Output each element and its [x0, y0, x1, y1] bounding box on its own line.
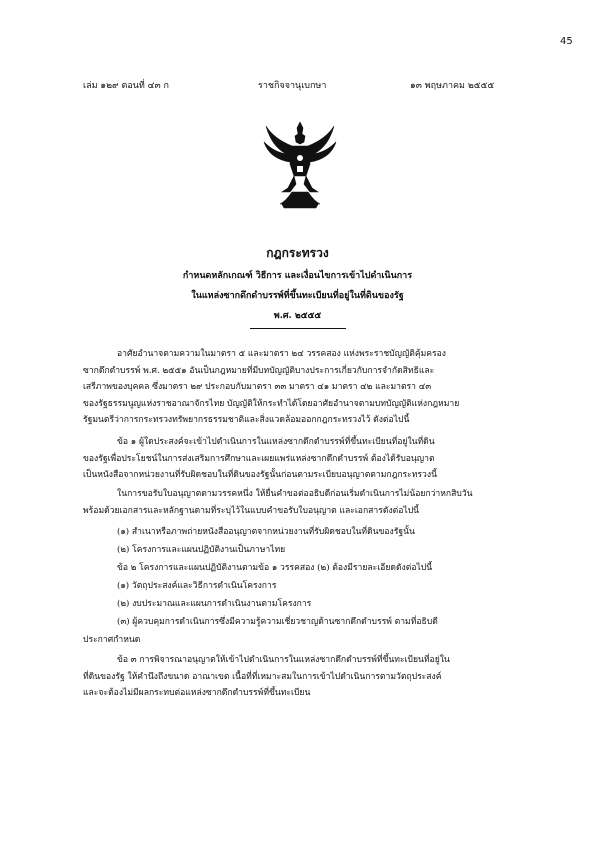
text-line: ซากดึกดำบรรพ์ พ.ศ. ๒๕๕๑ อันเป็นกฎหมายที่มีบทบัญญัติบางประการเกี่ยวกับการจำกัดสิทธิและ — [83, 365, 435, 376]
header-gazette: ราชกิจจานุเบกษา — [258, 81, 327, 91]
garuda-emblem-icon — [262, 118, 338, 210]
page-number: 45 — [560, 36, 573, 47]
text-line: ข้อ ๓ การพิจารณาอนุญาตให้เข้าไปดำเนินการในแหล่งซากดึกดำบรรพ์ที่ขึ้นทะเบียนที่อยู่ใน — [117, 655, 450, 665]
text-line: ของรัฐธรรมนูญแห่งราชอาณาจักรไทย บัญญัติให้กระทำได้โดยอาศัยอำนาจตามบทบัญญัติแห่งกฎหมาย — [83, 398, 460, 409]
list-item: (๒) งบประมาณและแผนการดำเนินงานตามโครงการ — [117, 599, 312, 609]
text-line: พร้อมด้วยเอกสารและหลักฐานตามที่ระบุไว้ในแบบคำขอรับใบอนุญาต และเอกสารดังต่อไปนี้ — [83, 505, 420, 516]
list-item-continuation: ประกาศกำหนด — [83, 635, 141, 645]
text-line: ข้อ ๑ ผู้ใดประสงค์จะเข้าไปดำเนินการในแหล่งซากดึกดำบรรพ์ที่ขึ้นทะเบียนที่อยู่ในที่ดิน — [117, 437, 435, 447]
list-item: (๓) ผู้ควบคุมการดำเนินการซึ่งมีความรู้ความเชี่ยวชาญด้านซากดึกดำบรรพ์ ตามที่อธิบดี — [117, 617, 438, 627]
preamble-paragraph — [83, 346, 513, 429]
document-title: กฎกระทรวง — [266, 246, 329, 260]
text-line: รัฐมนตรีว่าการกระทรวงทรัพยากรธรรมชาติและสิ่งแวดล้อมออกกฎกระทรวงไว้ ดังต่อไปนี้ — [83, 415, 410, 426]
text-line: เป็นหนังสือจากหน่วยงานที่รับผิดชอบในที่ดินของรัฐนั้นก่อนตามระเบียบอนุญาตตามกฎกระทรวงนี้ — [83, 470, 437, 481]
subtitle-year: พ.ศ. ๒๕๕๕ — [273, 311, 322, 321]
clause-1-paragraph — [83, 434, 513, 484]
list-item: (๑) วัตถุประสงค์และวิธีการดำเนินโครงการ — [117, 581, 277, 591]
clause-1-second-paragraph — [83, 486, 513, 519]
text-line: และจะต้องไม่มีผลกระทบต่อแหล่งซากดึกดำบรรพ์ที่ขึ้นทะเบียน — [83, 688, 311, 699]
header-date: ๑๓ พฤษภาคม ๒๕๕๕ — [410, 81, 495, 91]
subtitle-line-2: ในแหล่งซากดึกดำบรรพ์ที่ขึ้นทะเบียนที่อยู่ในที่ดินของรัฐ — [191, 291, 404, 301]
title-divider — [250, 328, 346, 329]
text-line: ที่ดินของรัฐ ให้คำนึงถึงขนาด อาณาเขต เนื้อที่ที่เหมาะสมในการเข้าไปดำเนินการตามวัตถุประสงค์ — [83, 671, 442, 682]
list-item: (๒) โครงการและแผนปฏิบัติงานเป็นภาษาไทย — [117, 545, 286, 555]
text-line: อาศัยอำนาจตามความในมาตรา ๕ และมาตรา ๒๔ วรรคสอง แห่งพระราชบัญญัติคุ้มครอง — [117, 349, 446, 359]
subtitle-line-1: กำหนดหลักเกณฑ์ วิธีการ และเงื่อนไขการเข้าไปดำเนินการ — [182, 271, 413, 281]
clause-2-text: ข้อ ๒ โครงการและแผนปฏิบัติงานตามข้อ ๑ วรรคสอง (๒) ต้องมีรายละเอียดดังต่อไปนี้ — [117, 563, 433, 573]
list-item: (๑) สำเนาหรือภาพถ่ายหนังสืออนุญาตจากหน่วยงานที่รับผิดชอบในที่ดินของรัฐนั้น — [117, 527, 415, 537]
text-line: ในการขอรับใบอนุญาตตามวรรคหนึ่ง ให้ยื่นคำขอต่ออธิบดีก่อนเริ่มดำเนินการไม่น้อยกว่าหกสิบวัน — [117, 489, 473, 499]
header-volume: เล่ม ๑๒๙ ตอนที่ ๔๓ ก — [83, 81, 169, 91]
text-line: เสรีภาพของบุคคล ซึ่งมาตรา ๒๙ ประกอบกับมาตรา ๓๓ มาตรา ๔๑ มาตรา ๔๒ และมาตรา ๔๓ — [83, 382, 432, 393]
text-line: ของรัฐเพื่อประโยชน์ในการส่งเสริมการศึกษาและเผยแพร่แหล่งซากดึกดำบรรพ์ ต้องได้รับอนุญาต — [83, 453, 435, 464]
clause-3-paragraph — [83, 652, 513, 702]
